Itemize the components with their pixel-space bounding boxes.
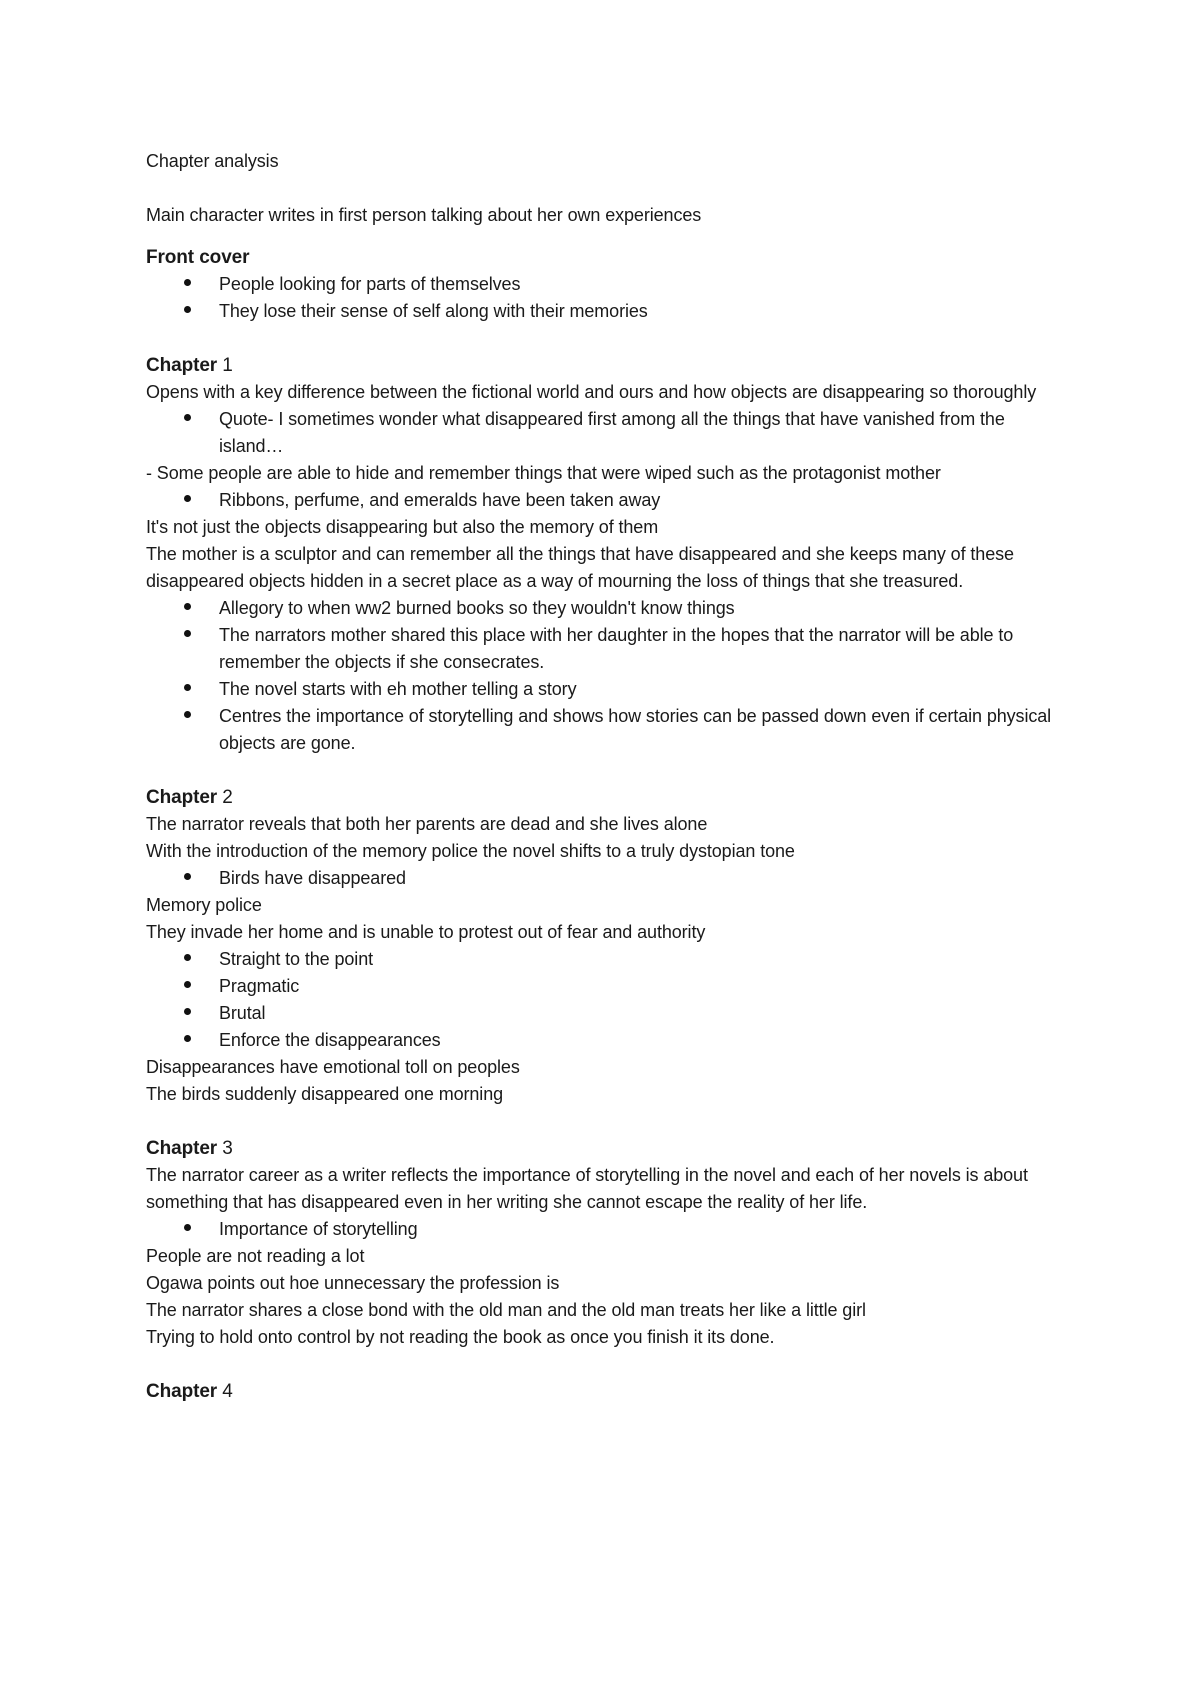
document-body [146, 148, 1066, 1405]
bullet-list [146, 487, 1066, 514]
bullet-list [146, 865, 1066, 892]
section-chapter-1 [146, 352, 1066, 757]
bullet-list [146, 946, 1066, 1054]
list-item-text: People looking for parts of themselves [219, 274, 521, 294]
chapter-3-heading [146, 1135, 1066, 1162]
list-item [146, 1027, 1066, 1054]
list-item [146, 1216, 1066, 1243]
paragraph: Ogawa points out hoe unnecessary the profession is [146, 1273, 560, 1293]
list-item [146, 865, 1066, 892]
heading-word: Chapter [146, 1381, 218, 1402]
list-item-text: Ribbons, perfume, and emeralds have been taken away [219, 490, 661, 510]
bullet-icon [184, 630, 191, 637]
section-chapter-2 [146, 784, 1066, 1108]
section-spacer [146, 757, 1066, 784]
list-item-text: Quote- I sometimes wonder what disappeared first among all the things that have vanished from the island… [219, 409, 1005, 456]
list-item [146, 1000, 1066, 1027]
document-title: Chapter analysis [146, 151, 279, 171]
paragraph: The mother is a sculptor and can remember all the things that have disappeared and she keeps many of these disappeared objects hidden in a secret place as a way of mourning the loss of things that she treasured. [146, 544, 1014, 591]
section-chapter-3 [146, 1135, 1066, 1351]
paragraph: With the introduction of the memory police the novel shifts to a truly dystopian tone [146, 841, 795, 861]
bullet-icon [184, 981, 191, 988]
bullet-icon [184, 684, 191, 691]
paragraph: The birds suddenly disappeared one morning [146, 1084, 504, 1104]
list-item-text: Centres the importance of storytelling and shows how stories can be passed down even if certain physical objects are gone. [219, 706, 1052, 753]
bullet-icon [184, 954, 191, 961]
chapter-2-heading [146, 784, 1066, 811]
section-spacer [146, 1351, 1066, 1378]
list-item [146, 622, 1066, 676]
list-item-text: Enforce the disappearances [219, 1030, 441, 1050]
chapter-1-heading [146, 352, 1066, 379]
bullet-icon [184, 1008, 191, 1015]
list-item-text: Importance of storytelling [219, 1219, 418, 1239]
section-spacer [146, 325, 1066, 352]
list-item-text: Straight to the point [219, 949, 374, 969]
front-cover-heading: Front cover [146, 247, 250, 268]
list-item [146, 973, 1066, 1000]
bullet-icon [184, 306, 191, 313]
list-item-text: Pragmatic [219, 976, 300, 996]
paragraph: People are not reading a lot [146, 1246, 365, 1266]
section-front-cover [146, 244, 1066, 325]
list-item [146, 298, 1066, 325]
heading-number: 2 [222, 787, 233, 808]
bullet-icon [184, 873, 191, 880]
paragraph: They invade her home and is unable to protest out of fear and authority [146, 922, 706, 942]
list-item-text: Brutal [219, 1003, 266, 1023]
intro-text: Main character writes in first person talking about her own experiences [146, 205, 702, 225]
bullet-list [146, 406, 1066, 460]
heading-word: Chapter [146, 1138, 218, 1159]
section-spacer [146, 1108, 1066, 1135]
paragraph: Memory police [146, 895, 262, 915]
paragraph: Disappearances have emotional toll on peoples [146, 1057, 520, 1077]
heading-word: Chapter [146, 787, 218, 808]
bullet-list [146, 1216, 1066, 1243]
list-item-text: They lose their sense of self along with their memories [219, 301, 648, 321]
bullet-icon [184, 603, 191, 610]
paragraph: Trying to hold onto control by not reading the book as once you finish it its done. [146, 1327, 775, 1347]
paragraph: - Some people are able to hide and remember things that were wiped such as the protagonist mother [146, 463, 941, 483]
list-item-text: Allegory to when ww2 burned books so they wouldn't know things [219, 598, 735, 618]
list-item-text: The narrators mother shared this place with her daughter in the hopes that the narrator will be able to remember the objects if she consecrates. [219, 625, 1014, 672]
paragraph: The narrator career as a writer reflects the importance of storytelling in the novel and each of her novels is about something that has disappeared even in her writing she cannot escape the reality of her life. [146, 1165, 1028, 1212]
paragraph: Opens with a key difference between the fictional world and ours and how objects are disappearing so thoroughly [146, 382, 1037, 402]
bullet-icon [184, 414, 191, 421]
chapter-4-heading [146, 1378, 1066, 1405]
heading-number: 1 [222, 355, 233, 376]
bullet-icon [184, 711, 191, 718]
bullet-icon [184, 495, 191, 502]
list-item [146, 271, 1066, 298]
bullet-icon [184, 1224, 191, 1231]
list-item-text: Birds have disappeared [219, 868, 406, 888]
list-item [146, 487, 1066, 514]
list-item [146, 676, 1066, 703]
list-item [146, 406, 1066, 460]
list-item-text: The novel starts with eh mother telling a story [219, 679, 577, 699]
heading-number: 3 [222, 1138, 233, 1159]
paragraph: The narrator shares a close bond with the old man and the old man treats her like a little girl [146, 1300, 866, 1320]
list-item [146, 595, 1066, 622]
paragraph: It's not just the objects disappearing but also the memory of them [146, 517, 659, 537]
bullet-icon [184, 1035, 191, 1042]
bullet-icon [184, 279, 191, 286]
list-item [146, 703, 1066, 757]
list-item [146, 946, 1066, 973]
front-cover-bullet-list [146, 271, 1066, 325]
bullet-list [146, 595, 1066, 757]
heading-word: Chapter [146, 355, 218, 376]
section-chapter-4 [146, 1378, 1066, 1405]
heading-number: 4 [222, 1381, 233, 1402]
paragraph: The narrator reveals that both her parents are dead and she lives alone [146, 814, 708, 834]
